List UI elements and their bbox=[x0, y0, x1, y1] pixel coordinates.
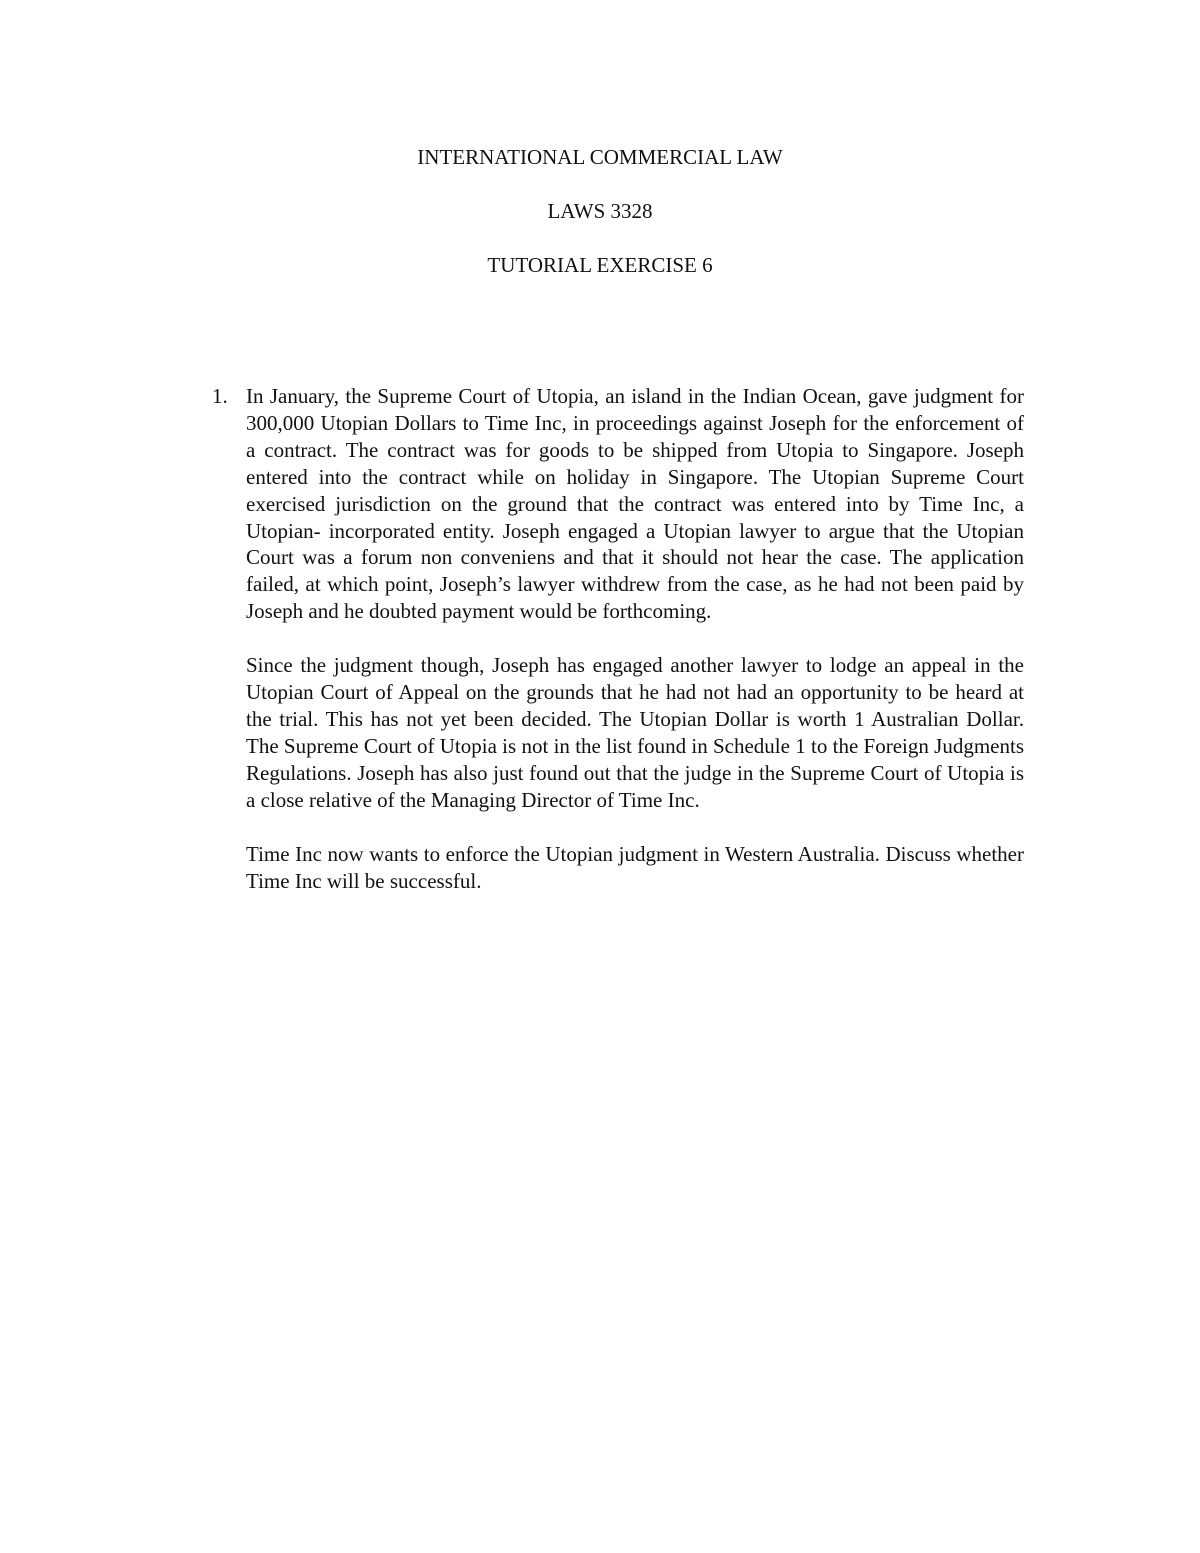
question-paragraph-appeal: Since the judgment though, Joseph has engaged another lawyer to lodge an appeal in the Utopian Court of Appeal on the grounds that he had not had an opportunity to be heard at the trial. This has not yet been decided. The Utopian Dollar is worth 1 Australian Dollar. The Supreme Court of Utopia is not in the list found in Schedule 1 to the Foreign Judgments Regulations. Joseph has also just found out that the judge in the Supreme Court of Utopia is a close relative of the Managing Director of Time Inc. bbox=[246, 653, 1024, 812]
question-number: 1. bbox=[212, 384, 228, 408]
document-title: INTERNATIONAL COMMERCIAL LAW bbox=[417, 145, 783, 169]
question-body bbox=[246, 383, 1024, 921]
exercise-heading: TUTORIAL EXERCISE 6 bbox=[487, 253, 713, 277]
question-paragraph-task: Time Inc now wants to enforce the Utopian judgment in Western Australia. Discuss whether Time Inc will be successful. bbox=[246, 841, 1024, 893]
question-paragraph-facts: In January, the Supreme Court of Utopia, an island in the Indian Ocean, gave judgment for 300,000 Utopian Dollars to Time Inc, in proceedings against Joseph for the enforcement of a contract. The contract was for goods to be shipped from Utopia to Singapore. Joseph entered into the contract while on holiday in Singapore. The Utopian Supreme Court exercised jurisdiction on the ground that the contract was entered into by Time Inc, a Utopian- incorporated entity. Joseph engaged a Utopian lawyer to argue that the Utopian Court was a forum non conveniens and that it should not hear the case. The application failed, at which point, Joseph’s lawyer withdrew from the case, as he had not been paid by Joseph and he doubted payment would be forthcoming. bbox=[246, 384, 1024, 624]
course-code: LAWS 3328 bbox=[547, 199, 653, 223]
